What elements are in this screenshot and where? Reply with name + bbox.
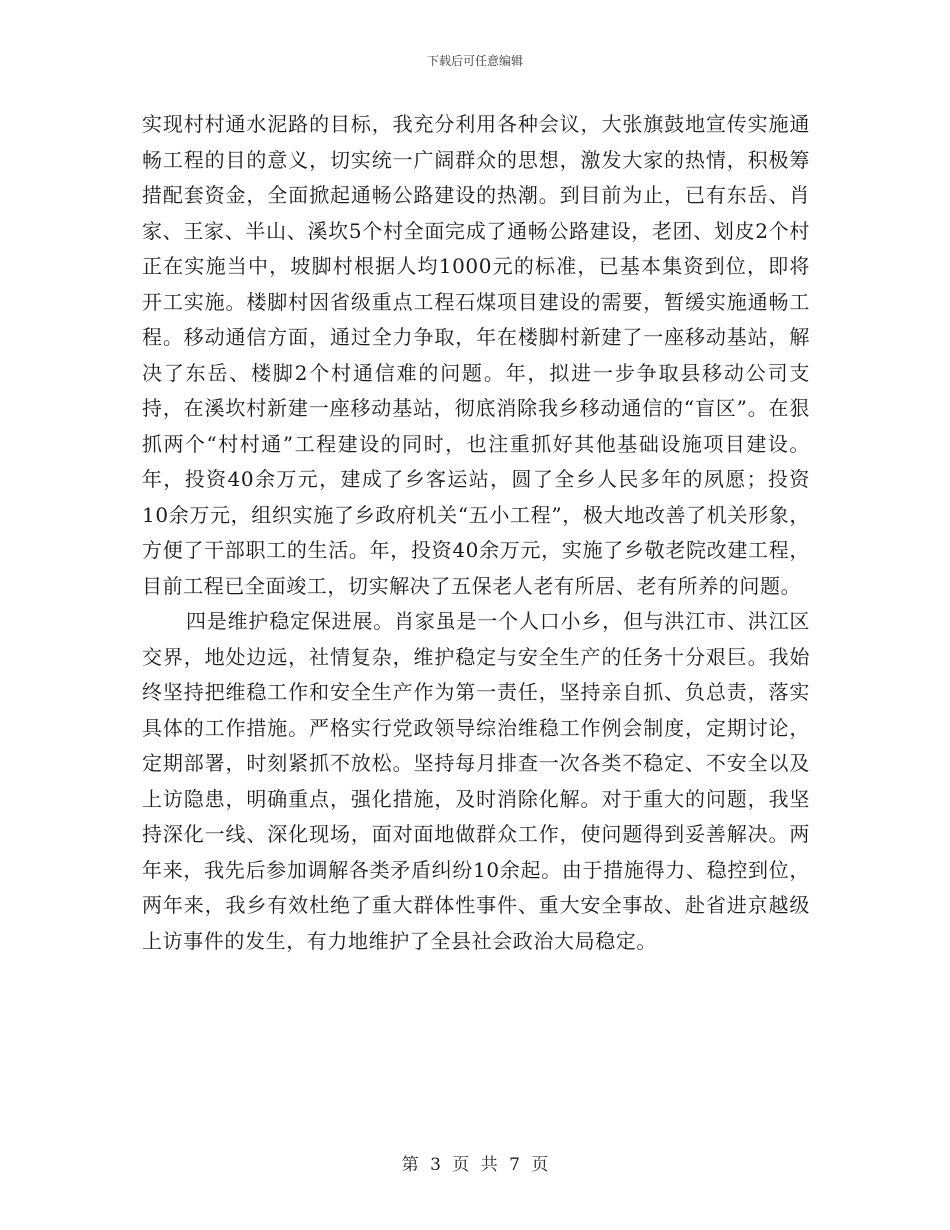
page-number: 第 3 页 共 7 页: [401, 1155, 549, 1175]
page-header: 下载后可任意编辑: [426, 54, 523, 68]
body-paragraph-2: 四是维护稳定保进展。肖家虽是一个人口小乡，但与洪江市、洪江区交界，地处边远，社情复杂，维护稳定与安全生产的任务十分艰巨。我始终坚持把维稳工作和安全生产作为第一责任，坚持亲自抓、负总责，落实具体的工作措施。严格实行党政领导综治维稳工作例会制度，定期讨论，定期部署，时刻紧抓不放松。坚持每月排查一次各类不稳定、不安全以及上访隐患，明确重点，强化措施，及时消除化解。对于重大的问题，我坚持深化一线、深化现场，面对面地做群众工作，使问题得到妥善解决。两年来，我先后参加调解各类矛盾纠纷10余起。由于措施得力、稳控到位，两年来，我乡有效杜绝了重大群体性事件、重大安全事故、赴省进京越级上访事件的发生，有力地维护了全县社会政治大局稳定。: [142, 609, 810, 953]
document-body: [142, 107, 810, 959]
body-paragraph-1: 实现村村通水泥路的目标，我充分利用各种会议，大张旗鼓地宣传实施通畅工程的目的意义，切实统一广阔群众的思想，激发大家的热情，积极筹措配套资金，全面掀起通畅公路建设的热潮。到目前为止，已有东岳、肖家、王家、半山、溪坎5个村全面完成了通畅公路建设，老团、划皮2个村正在实施当中，坡脚村根据人均1000元的标准，已基本集资到位，即将开工实施。楼脚村因省级重点工程石煤项目建设的需要，暂缓实施通畅工程。移动通信方面，通过全力争取，年在楼脚村新建了一座移动基站，解决了东岳、楼脚2个村通信难的问题。年，拟进一步争取县移动公司支持，在溪坎村新建一座移动基站，彻底消除我乡移动通信的“盲区”。在狠抓两个“村村通”工程建设的同时，也注重抓好其他基础设施项目建设。年，投资40余万元，建成了乡客运站，圆了全乡人民多年的夙愿；投资10余万元，组织实施了乡政府机关“五小工程”，极大地改善了机关形象，方便了干部职工的生活。年，投资40余万元，实施了乡敬老院改建工程，目前工程已全面竣工，切实解决了五保老人老有所居、老有所养的问题。: [142, 112, 810, 598]
